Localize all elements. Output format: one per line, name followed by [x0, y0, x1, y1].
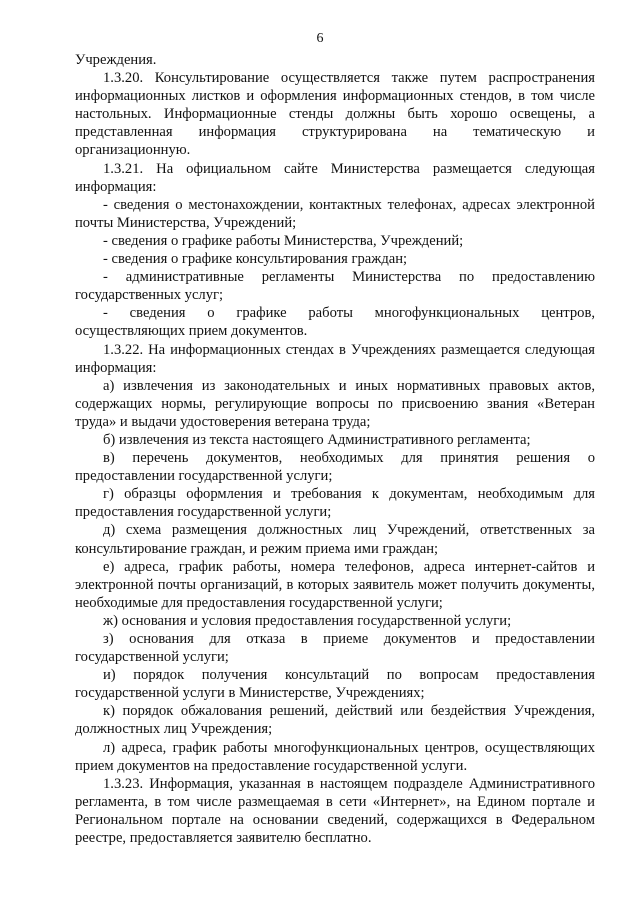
list-item: б) извлечения из текста настоящего Административного регламента; [103, 431, 531, 448]
list-item: з) основания для отказа в приеме документов и предоставлении государственной услуги; [75, 631, 595, 666]
list-item: и) порядок получения консультаций по вопросам предоставления государственной услуги в Министерстве, Учреждениях; [75, 667, 595, 702]
list-item: - сведения о местонахождении, контактных телефонах, адресах электронной почты Министерства, Учреждений; [75, 196, 595, 231]
paragraph-1-3-21: 1.3.21. На официальном сайте Министерства размещается следующая информация: [75, 160, 595, 195]
list-item: ж) основания и условия предоставления государственной услуги; [103, 612, 512, 629]
list-item: е) адреса, график работы, номера телефонов, адреса интернет-сайтов и электронной почты организаций, в которых заявитель может получить документы, необходимые для предоставления государственной услуги; [75, 558, 595, 611]
body-text [75, 51, 595, 847]
list-item: л) адреса, график работы многофункциональных центров, осуществляющих прием документов на предоставление государственной услуги. [75, 739, 595, 774]
paragraph-1-3-20: 1.3.20. Консультирование осуществляется также путем распространения информационных листков и оформления информационных стендов, в том числе настольных. Информационные стенды должны быть хорошо освещены, а представленная информация структурирована на тематическую и организационную. [75, 70, 595, 159]
list-item: а) извлечения из законодательных и иных нормативных правовых актов, содержащих нормы, регулирующие вопросы по присвоению звания «Ветеран труда» и выдачи удостоверения ветерана труда; [75, 377, 595, 430]
list-item: в) перечень документов, необходимых для принятия решения о предоставлении государственной услуги; [75, 450, 595, 485]
page-number: 6 [316, 31, 324, 46]
list-item: - сведения о графике работы многофункциональных центров, осуществляющих прием документов. [75, 305, 595, 340]
paragraph-continuation: Учреждения. [75, 52, 157, 68]
list-item: - сведения о графике работы Министерства, Учреждений; [103, 232, 464, 249]
paragraph-1-3-23: 1.3.23. Информация, указанная в настоящем подразделе Административного регламента, в том числе размещаемая в сети «Интернет», на Едином портале и Региональном портале на основании сведений, содержащихся в Федеральном реестре, предоставляется заявителю бесплатно. [75, 775, 595, 847]
list-item: к) порядок обжалования решений, действий или бездействия Учреждения, должностных лиц Учреждения; [75, 703, 595, 738]
list-item: - сведения о графике консультирования граждан; [103, 251, 408, 268]
list-item: - административные регламенты Министерства по предоставлению государственных услуг; [75, 269, 595, 304]
list-item: д) схема размещения должностных лиц Учреждений, ответственных за консультирование граждан, и режим приема ими граждан; [75, 522, 595, 557]
list-item: г) образцы оформления и требования к документам, необходимым для предоставления государственной услуги; [75, 486, 595, 521]
paragraph-1-3-22: 1.3.22. На информационных стендах в Учреждениях размещается следующая информация: [75, 341, 595, 376]
